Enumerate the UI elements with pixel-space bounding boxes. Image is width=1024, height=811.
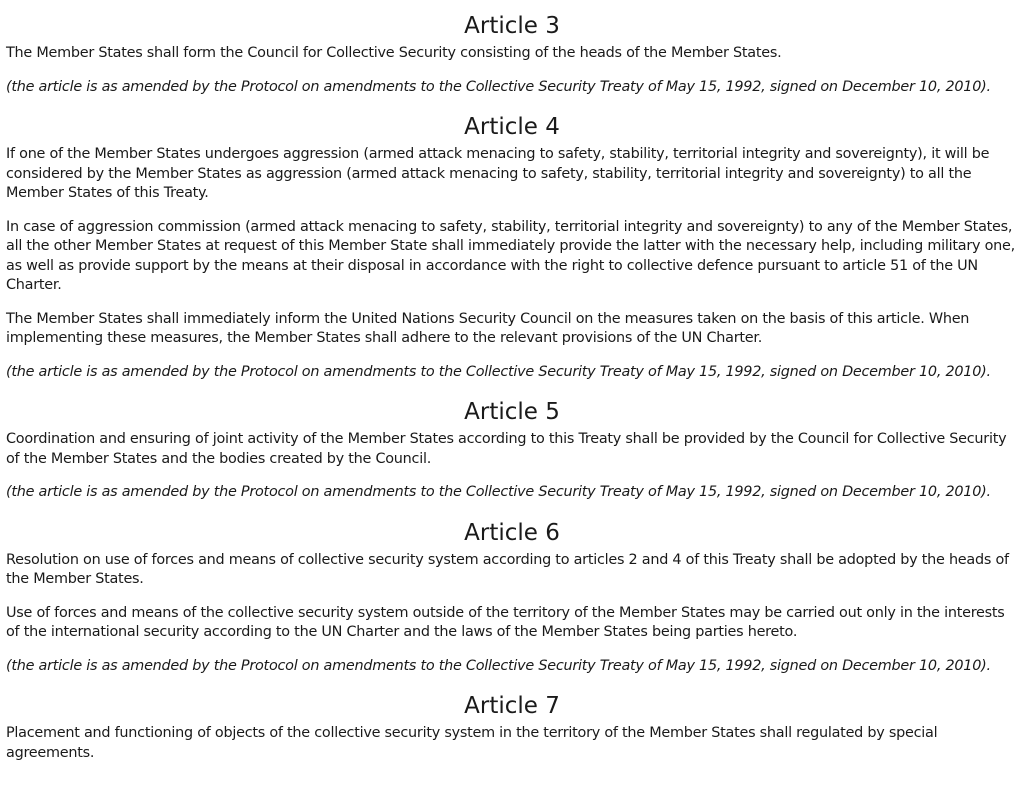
amendment-note: (the article is as amended by the Protocol on amendments to the Collective Security Treaty of May 15, 1992, signed on December 10, 2010).: [6, 484, 991, 500]
article-paragraph: If one of the Member States undergoes aggression (armed attack menacing to safety, stability, territorial integrity and sovereignty), it will be considered by the Member States as aggression (armed attack menacing to safety, stability, territorial integrity and sovereignty) to all the Member States of this Treaty.: [6, 146, 990, 201]
article-paragraph: Resolution on use of forces and means of collective security system according to articles 2 and 4 of this Treaty shall be adopted by the heads of the Member States.: [6, 551, 1009, 587]
article-heading: Article 4: [464, 114, 560, 140]
article-3: [6, 10, 1018, 97]
article-heading: Article 5: [464, 399, 560, 425]
article-paragraph: The Member States shall immediately inform the United Nations Security Council on the measures taken on the basis of this article. When implementing these measures, the Member States shall adhere to the relevant provisions of the UN Charter.: [6, 310, 970, 346]
article-5: [6, 396, 1018, 503]
article-paragraph: Placement and functioning of objects of the collective security system in the territory of the Member States shall regulated by special agreements.: [6, 725, 938, 761]
amendment-note: (the article is as amended by the Protocol on amendments to the Collective Security Treaty of May 15, 1992, signed on December 10, 2010).: [6, 363, 991, 380]
article-heading: Article 6: [464, 519, 560, 546]
article-7: [6, 690, 1018, 763]
article-6: [6, 517, 1018, 677]
article-paragraph: The Member States shall form the Council for Collective Security consisting of the heads of the Member States.: [6, 45, 782, 61]
article-paragraph: Coordination and ensuring of joint activity of the Member States according to this Treaty shall be provided by the Council for Collective Security of the Member States and the bodies created by the Council.: [6, 431, 1007, 467]
article-paragraph: In case of aggression commission (armed attack menacing to safety, stability, territorial integrity and sovereignty) to any of the Member States, all the other Member States at request of this Member State shall immediately provide the latter with the necessary help, including military one, as well as provide support by the means at their disposal in accordance with the right to collective defence pursuant to article 51 of the UN Charter.: [6, 218, 1015, 293]
article-4: [6, 111, 1018, 382]
amendment-note: (the article is as amended by the Protocol on amendments to the Collective Security Treaty of May 15, 1992, signed on December 10, 2010).: [6, 78, 991, 95]
article-heading: Article 3: [464, 13, 560, 39]
article-paragraph: Use of forces and means of the collective security system outside of the territory of the Member States may be carried out only in the interests of the international security according to the UN Charter and the laws of the Member States being parties hereto.: [6, 604, 1005, 640]
article-heading: Article 7: [464, 693, 560, 719]
amendment-note: (the article is as amended by the Protocol on amendments to the Collective Security Treaty of May 15, 1992, signed on December 10, 2010).: [6, 657, 991, 674]
